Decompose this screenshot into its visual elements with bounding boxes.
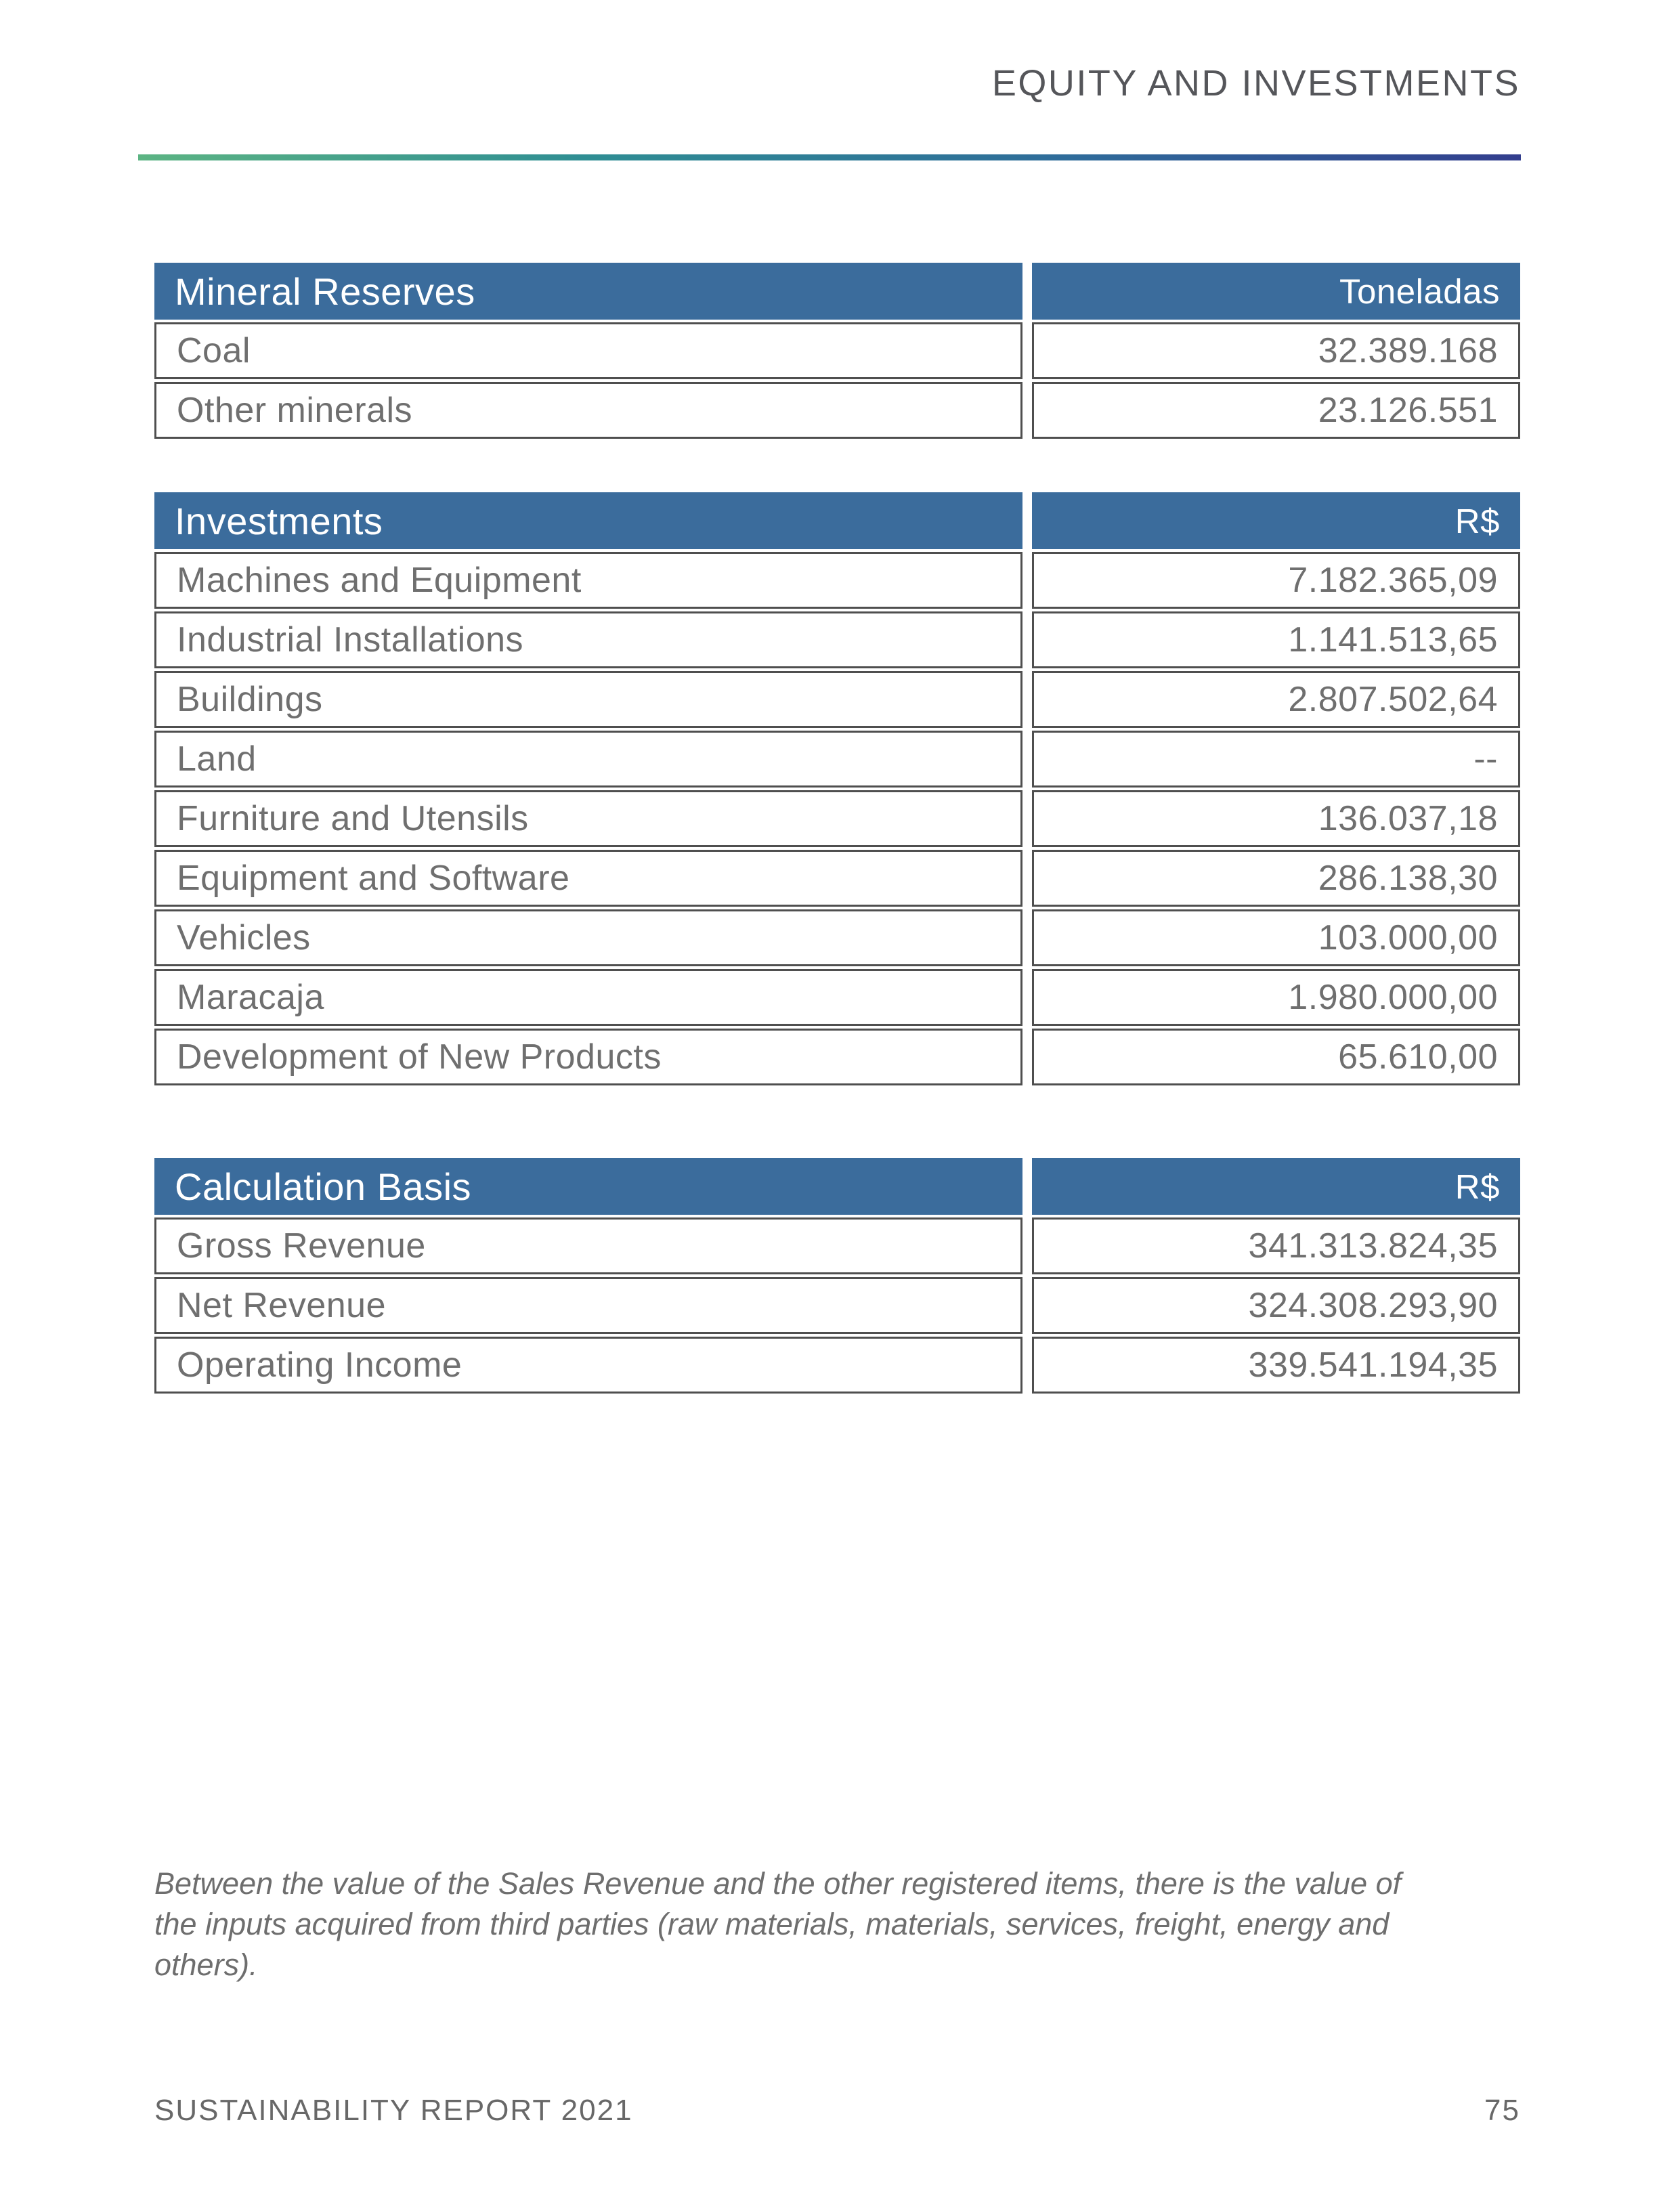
table-row (154, 1277, 1022, 1334)
row-value: 324.308.293,90 (1248, 1286, 1498, 1325)
table-values-column (1032, 263, 1520, 439)
row-value: 1.980.000,00 (1288, 978, 1498, 1017)
row-value: 7.182.365,09 (1288, 561, 1498, 600)
table-row (154, 611, 1022, 668)
row-label: Industrial Installations (177, 620, 524, 660)
table-row (1032, 552, 1520, 609)
table-row (1032, 671, 1520, 728)
table-row (1032, 1337, 1520, 1394)
table-row (154, 671, 1022, 728)
table-row (154, 850, 1022, 907)
table-row (1032, 731, 1520, 788)
row-label: Machines and Equipment (177, 561, 582, 600)
row-label: Furniture and Utensils (177, 799, 529, 838)
table-values-column (1032, 492, 1520, 1085)
row-label: Equipment and Software (177, 859, 570, 898)
header-gradient-rule (138, 154, 1521, 160)
table-row (154, 969, 1022, 1026)
table-row (154, 552, 1022, 609)
row-value: -- (1473, 739, 1498, 779)
table-investments (154, 492, 1520, 1085)
table-unit-header: R$ (1032, 1158, 1520, 1215)
row-value: 339.541.194,35 (1248, 1345, 1498, 1385)
page-footer (154, 2094, 1520, 2128)
table-unit-header: Toneladas (1032, 263, 1520, 320)
footer-page-number: 75 (1484, 2094, 1520, 2127)
row-value: 103.000,00 (1318, 918, 1498, 957)
footer-report-title: SUSTAINABILITY REPORT 2021 (154, 2094, 633, 2127)
table-row (1032, 790, 1520, 847)
row-value: 32.389.168 (1318, 331, 1498, 370)
table-row (154, 322, 1022, 379)
row-label: Gross Revenue (177, 1226, 426, 1266)
table-title: Mineral Reserves (154, 263, 1022, 320)
row-label: Vehicles (177, 918, 311, 957)
row-value: 1.141.513,65 (1288, 620, 1498, 660)
row-label: Coal (177, 331, 251, 370)
row-label: Maracaja (177, 978, 324, 1017)
table-row (1032, 1029, 1520, 1085)
row-value: 2.807.502,64 (1288, 680, 1498, 719)
row-value: 23.126.551 (1318, 391, 1498, 430)
table-row (1032, 850, 1520, 907)
row-label: Buildings (177, 680, 323, 719)
table-row (1032, 1277, 1520, 1334)
table-row (154, 790, 1022, 847)
row-label: Other minerals (177, 391, 412, 430)
table-row (1032, 909, 1520, 966)
table-row (154, 1337, 1022, 1394)
table-labels-column (154, 263, 1022, 439)
note-paragraph: Between the value of the Sales Revenue and the other registered items, there is the value of the inputs acquired from third parties (raw materials, materials, services, freight, energy and others). (154, 1866, 1402, 1982)
row-value: 65.610,00 (1338, 1037, 1498, 1077)
row-value: 341.313.824,35 (1248, 1226, 1498, 1266)
row-value: 136.037,18 (1318, 799, 1498, 838)
table-labels-column (154, 492, 1022, 1085)
row-value: 286.138,30 (1318, 859, 1498, 898)
table-row (154, 731, 1022, 788)
table-row (1032, 1217, 1520, 1274)
page-title: EQUITY AND INVESTMENTS (991, 63, 1520, 104)
table-calculation-basis (154, 1158, 1520, 1394)
table-row (1032, 969, 1520, 1026)
table-row (1032, 611, 1520, 668)
row-label: Development of New Products (177, 1037, 662, 1077)
table-values-column (1032, 1158, 1520, 1394)
table-mineral-reserves (154, 263, 1520, 439)
table-row (1032, 322, 1520, 379)
row-label: Net Revenue (177, 1286, 387, 1325)
table-row (154, 1029, 1022, 1085)
table-labels-column (154, 1158, 1022, 1394)
row-label: Land (177, 739, 257, 779)
table-unit-header: R$ (1032, 492, 1520, 549)
table-row (154, 1217, 1022, 1274)
table-title: Calculation Basis (154, 1158, 1022, 1215)
table-title: Investments (154, 492, 1022, 549)
table-row (1032, 382, 1520, 439)
table-row (154, 909, 1022, 966)
row-label: Operating Income (177, 1345, 462, 1385)
table-row (154, 382, 1022, 439)
